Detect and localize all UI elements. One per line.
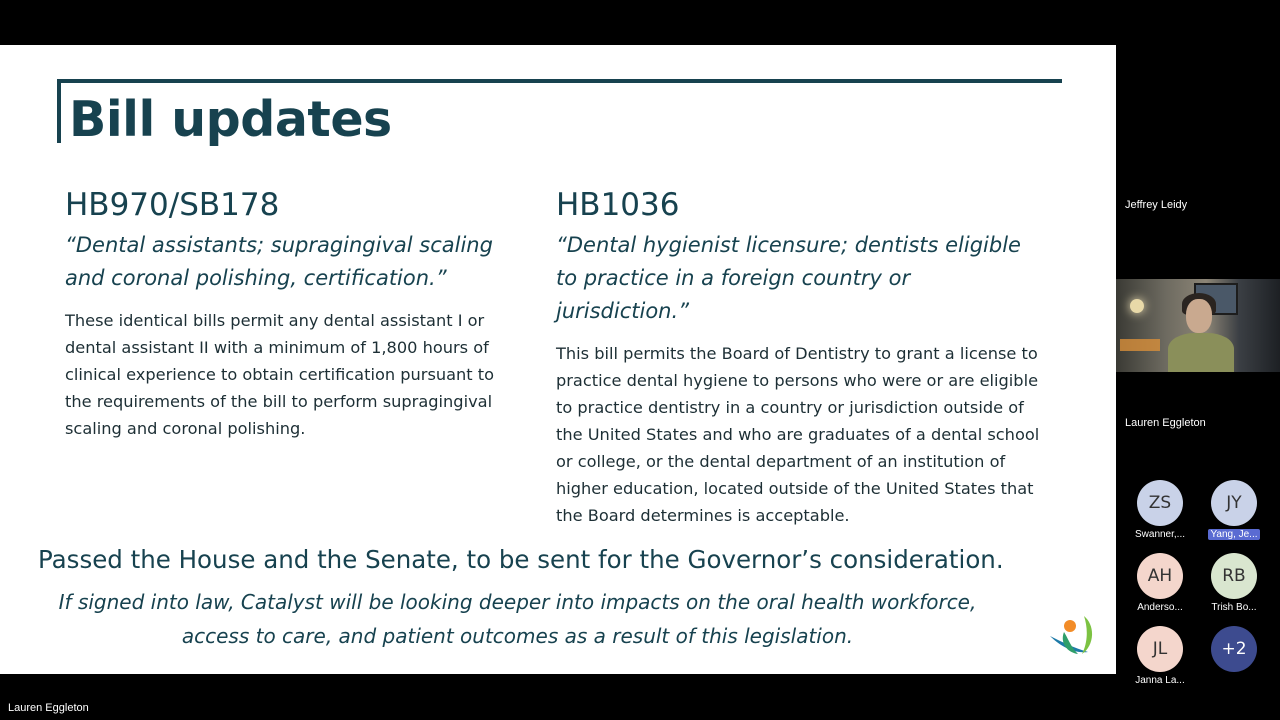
- signed-statement: If signed into law, Catalyst will be looking deeper into impacts on the oral health workforce, access to care, and patient outcomes as a result of this legislation.: [58, 590, 977, 648]
- participant-name: Anderso...: [1137, 602, 1183, 613]
- participant-video[interactable]: [1116, 279, 1280, 372]
- left-bill-id: HB970/SB178: [65, 187, 280, 223]
- video-lamp: [1130, 299, 1144, 313]
- passed-statement: Passed the House and the Senate, to be sent for the Governor’s consideration.: [38, 545, 1004, 574]
- avatar: AH: [1137, 553, 1183, 599]
- avatar: RB: [1211, 553, 1257, 599]
- right-bill-column: [556, 185, 1046, 529]
- video-person-body: [1168, 333, 1234, 372]
- left-bill-quote: “Dental assistants; supragingival scaling and coronal polishing, certification.”: [65, 233, 493, 290]
- title-left-rule: [57, 79, 61, 143]
- avatar: JY: [1211, 480, 1257, 526]
- more-participants-count: +2: [1211, 626, 1257, 672]
- video-fireplace: [1120, 339, 1160, 351]
- avatar: JL: [1137, 626, 1183, 672]
- participant-tile[interactable]: [1199, 553, 1269, 613]
- participant-tile[interactable]: [1125, 553, 1195, 613]
- video-person-head: [1186, 299, 1212, 333]
- participant-name: Janna La...: [1135, 675, 1185, 686]
- presentation-slide: [0, 45, 1116, 674]
- catalyst-logo-icon: [1044, 608, 1098, 658]
- participant-tile[interactable]: [1125, 626, 1195, 686]
- participant-name-video: Lauren Eggleton: [1125, 417, 1206, 429]
- right-bill-body: This bill permits the Board of Dentistry to grant a license to practice dental hygiene to persons who were or are eligible to practice dentistry in a country or jurisdiction outside of the United States and who are graduates of a dental school or college, or the dental department of an institution of higher education, located outside of the United States that the Board determines is acceptable.: [556, 344, 1040, 525]
- slide-title: Bill updates: [69, 91, 392, 148]
- participant-tile[interactable]: [1125, 480, 1195, 540]
- active-speaker-name: Lauren Eggleton: [8, 702, 89, 714]
- right-bill-quote: “Dental hygienist licensure; dentists eligible to practice in a foreign country or jurisdiction.”: [556, 233, 1021, 323]
- left-bill-body: These identical bills permit any dental assistant I or dental assistant II with a minimum of 1,800 hours of clinical experience to obtain certification pursuant to the requirements of the bill to perform supragingival scaling and coronal polishing.: [65, 311, 495, 438]
- left-bill-column: [65, 185, 515, 442]
- participant-name: Swanner,...: [1134, 529, 1186, 540]
- more-participants-button[interactable]: [1199, 626, 1269, 672]
- participant-tile[interactable]: [1199, 480, 1269, 545]
- right-bill-id: HB1036: [556, 187, 680, 223]
- participant-name: Trish Bo...: [1211, 602, 1257, 613]
- avatar: ZS: [1137, 480, 1183, 526]
- participant-name-top: Jeffrey Leidy: [1125, 199, 1188, 211]
- participant-name-highlighted: Yang, Je...: [1210, 529, 1258, 540]
- title-top-rule: [57, 79, 1062, 83]
